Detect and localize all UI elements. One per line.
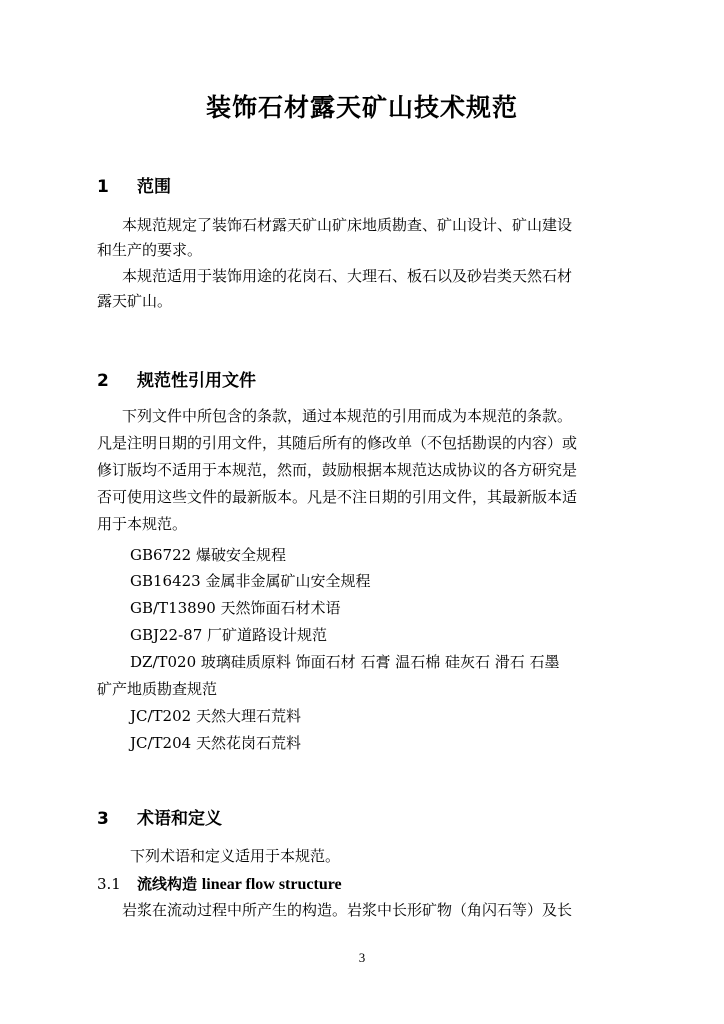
reference-item: JC/T202 天然大理石荒料 (130, 707, 301, 725)
subsection-term: 流线构造 (137, 875, 198, 893)
section-3-line-1: 下列术语和定义适用于本规范。 (130, 847, 341, 865)
subsection-3-1-heading (97, 874, 342, 895)
section-3-title: 术语和定义 (137, 809, 222, 829)
page-number: 3 (358, 950, 366, 965)
reference-item: GBJ22-87 厂矿道路设计规范 (130, 626, 328, 644)
reference-item: DZ/T020 玻璃硅质原料 饰面石材 石膏 温石棉 硅灰石 滑石 石墨 (130, 653, 560, 671)
section-1-number: 1 (97, 177, 109, 197)
section-3-number: 3 (97, 809, 109, 829)
section-1-line-2: 和生产的要求。 (97, 241, 203, 259)
subsection-term-english: linear flow structure (201, 876, 342, 893)
section-1-line-1: 本规范规定了装饰石材露天矿山矿床地质勘查、矿山设计、矿山建设 (122, 216, 573, 234)
section-1-title: 范围 (137, 177, 171, 197)
reference-item: JC/T204 天然花岗石荒料 (130, 734, 301, 752)
section-1-line-4: 露天矿山。 (97, 292, 173, 310)
section-2-heading (97, 366, 256, 391)
section-2-title: 规范性引用文件 (137, 371, 256, 391)
subsection-3-1-text: 岩浆在流动过程中所产生的构造。岩浆中长形矿物（角闪石等）及长 (122, 901, 573, 919)
section-2-line-1: 下列文件中所包含的条款，通过本规范的引用而成为本规范的条款。 (122, 407, 573, 425)
section-2-line-2: 凡是注明日期的引用文件，其随后所有的修改单（不包括勘误的内容）或 (97, 434, 578, 452)
subsection-number: 3.1 (97, 875, 121, 893)
section-1-line-3: 本规范适用于装饰用途的花岗石、大理石、板石以及砂岩类天然石材 (122, 267, 573, 285)
section-2-number: 2 (97, 371, 109, 391)
document-title: 装饰石材露天矿山技术规范 (205, 93, 518, 122)
section-3-heading (97, 804, 222, 829)
reference-item: GB6722 爆破安全规程 (130, 546, 286, 564)
section-2-line-4: 否可使用这些文件的最新版本。凡是不注日期的引用文件，其最新版本适 (97, 488, 578, 506)
section-2-line-5: 用于本规范。 (97, 515, 188, 533)
reference-item: GB/T13890 天然饰面石材术语 (130, 599, 341, 617)
section-1-heading (97, 172, 171, 197)
reference-item-continued: 矿产地质勘查规范 (97, 680, 218, 698)
section-2-line-3: 修订版均不适用于本规范，然而，鼓励根据本规范达成协议的各方研究是 (97, 461, 578, 479)
reference-item: GB16423 金属非金属矿山安全规程 (130, 572, 371, 590)
